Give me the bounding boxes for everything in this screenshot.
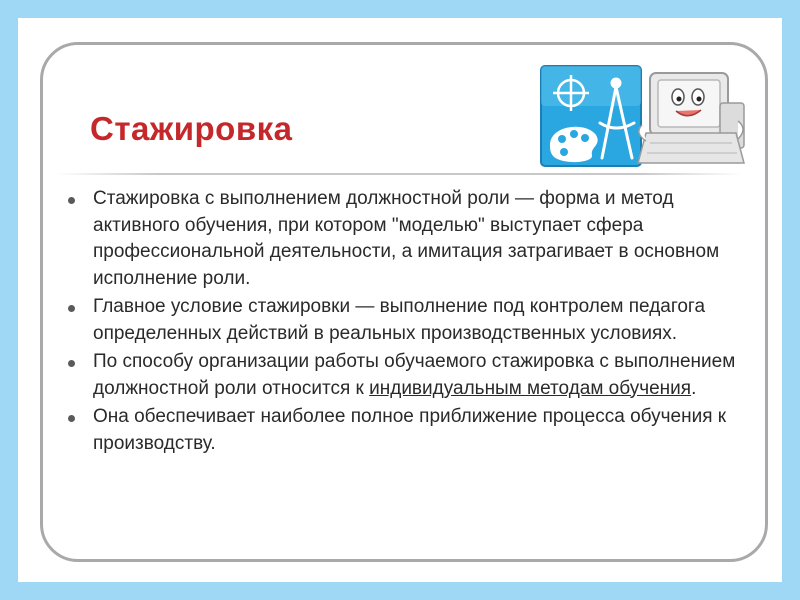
slide-title: Стажировка [90,110,293,147]
bullet-list [68,186,758,459]
bullet-dot [68,415,75,422]
computer-mascot-icon [638,73,744,163]
bullet-text: Она обеспечивает наиболее полное приближение процесса обучения к производству. [93,406,727,454]
bullet-dot [68,360,75,367]
bullet-text-end: . [691,377,697,399]
list-item [68,349,758,402]
list-item [68,404,758,457]
list-item [68,186,758,292]
bullet-dot [68,197,75,204]
bullet-dot [68,305,75,312]
slide [18,18,782,582]
bullet-text: Стажировка с выполнением должностной роли — форма и метод активного обучения, при котором "моделью" выступает сфера профессиональной деятельности, а имитация затрагивает в основном исполнение роли. [93,188,720,289]
underlined-term: индивидуальным методам обучения [369,377,692,399]
palette-icon [550,127,598,162]
list-item [68,294,758,347]
bullet-text: Главное условие стажировки — выполнение под контролем педагога определенных действий в реальных производственных условиях. [93,296,706,344]
bullet-text: По способу организации работы обучаемого стажировка с выполнением должностной роли относится к [93,351,736,399]
clipart [538,63,748,178]
